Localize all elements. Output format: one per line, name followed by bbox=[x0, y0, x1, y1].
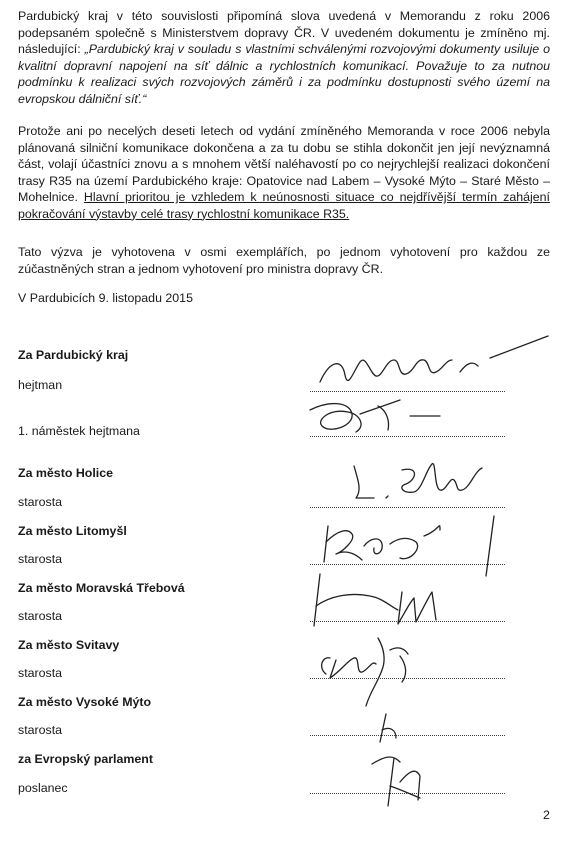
signature-vysoke-myto bbox=[380, 714, 396, 742]
signature-namestek bbox=[310, 400, 440, 432]
signatory-role-starosta-vysoke-myto: starosta bbox=[18, 723, 63, 737]
signatory-party-litomysl: Za město Litomyšl bbox=[18, 524, 127, 538]
signatory-party-pardubicky-kraj: Za Pardubický kraj bbox=[18, 348, 129, 362]
signatory-party-vysoke-myto: Za město Vysoké Mýto bbox=[18, 695, 152, 709]
signatory-role-starosta-svitavy: starosta bbox=[18, 666, 63, 680]
signature-moravska-trebova bbox=[314, 574, 436, 626]
signatory-party-svitavy: Za město Svitavy bbox=[18, 638, 120, 652]
priority-statement: Hlavní prioritou je vzhledem k neúnosnosti situace co nejdřívější termín zahájení pokračování výstavby celé trasy rychlostní komunikace R35. bbox=[18, 190, 550, 221]
signatory-role-starosta-holice: starosta bbox=[18, 495, 63, 509]
paragraph-appeal bbox=[18, 123, 550, 222]
place-and-date: V Pardubicích 9. listopadu 2015 bbox=[18, 291, 193, 305]
signature-litomysl bbox=[324, 516, 494, 576]
handwritten-signatures bbox=[290, 330, 560, 810]
signatory-party-holice: Za město Holice bbox=[18, 466, 114, 480]
signatory-party-moravska-trebova: Za město Moravská Třebová bbox=[18, 581, 185, 595]
signatory-role-namestek: 1. náměstek hejtmana bbox=[18, 424, 140, 438]
signature-poslanec bbox=[372, 757, 420, 806]
signatory-role-starosta-moravska-trebova: starosta bbox=[18, 609, 63, 623]
signature-svitavy bbox=[322, 638, 408, 706]
paragraph-memorandum bbox=[18, 8, 550, 107]
signatory-role-poslanec: poslanec bbox=[18, 781, 68, 795]
signatory-party-evropsky-parlament: za Evropský parlament bbox=[18, 752, 153, 766]
signature-hejtman bbox=[320, 336, 548, 382]
paragraph-copies: Tato výzva je vyhotovena v osmi exemplářích, po jednom vyhotovení pro každou ze zúčastněných stran a jednom vyhotovení pro ministra dopravy ČR. bbox=[18, 245, 550, 276]
paragraph-memorandum-text: Pardubický kraj v této souvislosti připomíná slova uvedená v Memorandu z roku 2006 podepsaném společně s Ministerstvem dopravy ČR. V uvedeném dokumentu je zmíněno mj. následující: bbox=[18, 9, 550, 56]
paragraph-appeal-text: Protože ani po necelých deseti letech od vydání zmíněného Memoranda v roce 2006 nebyla plánovaná silniční komunikace dokončena a za tu dobu se stihla dokončit jen její nevýznamná část, volají účastníci znovu a s mnohem větší naléhavostí po co nejrychlejší realizaci dokončení trasy R35 na území Pardubického kraje: Opatovice nad Labem – Vysoké Mýto – Staré Město – Mohelnice. bbox=[18, 124, 550, 204]
signatory-role-hejtman: hejtman bbox=[18, 378, 63, 392]
page-number: 2 bbox=[543, 808, 550, 822]
signature-holice bbox=[354, 464, 482, 498]
memorandum-quote: „Pardubický kraj v souladu s vlastními schválenými rozvojovými dokumenty usiluje o kvalitní dopravní napojení na síť dálnic a rychlostních komunikací. Považuje to za nutnou podmínku k realizaci svých rozvojových záměrů i za podmínku dostupnosti svého území na evropskou dálniční síť.“ bbox=[18, 42, 550, 106]
signatory-role-starosta-litomysl: starosta bbox=[18, 552, 63, 566]
